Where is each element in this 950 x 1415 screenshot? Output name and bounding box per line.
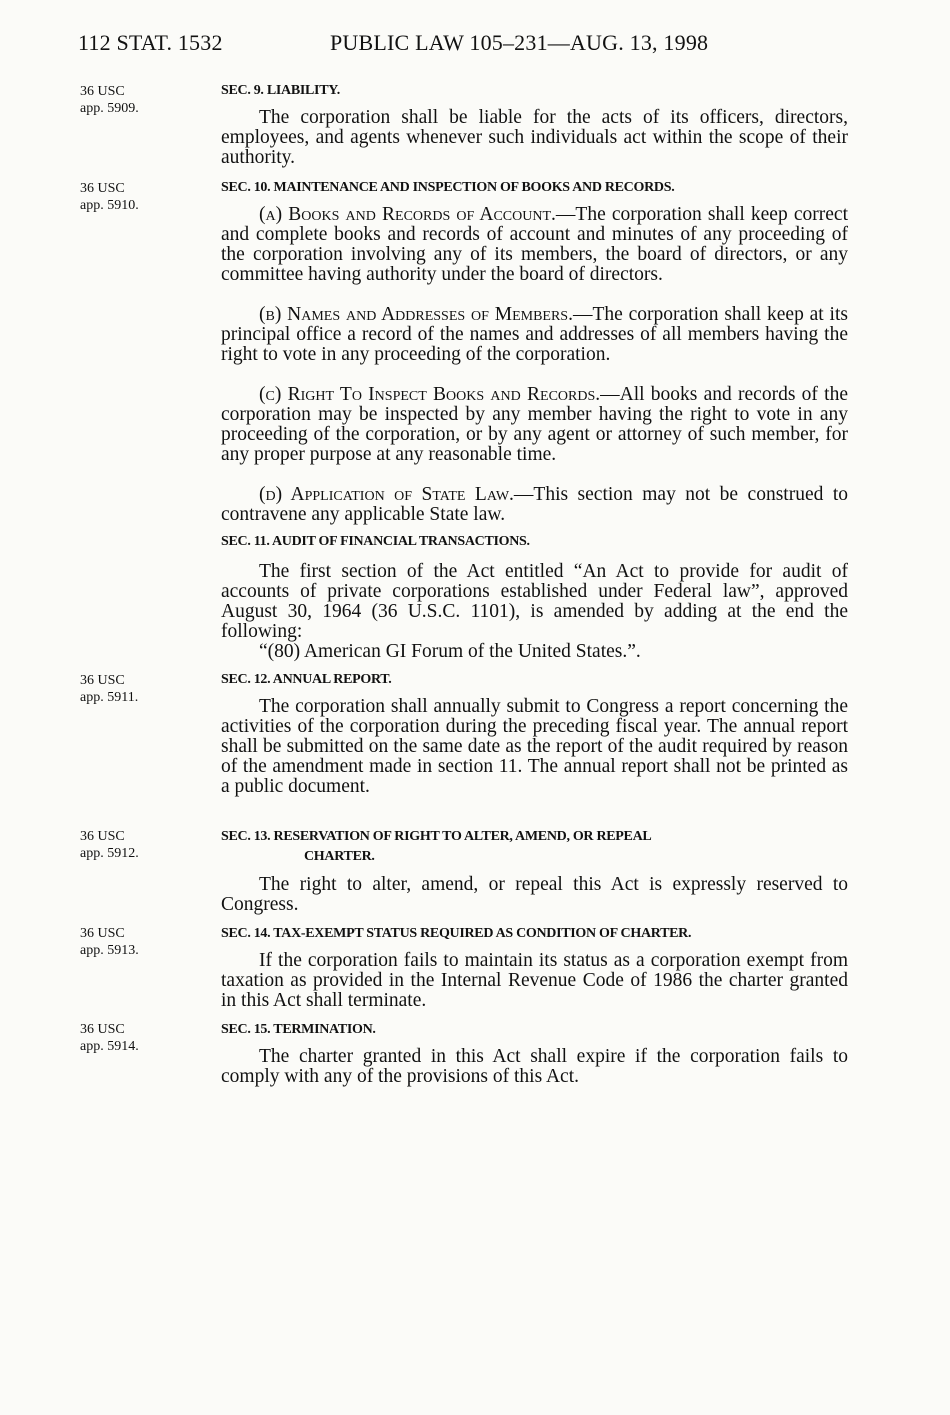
section-12-text: The corporation shall annually submit to Congress a report concerning the activities of the corporation during the preceding fiscal year. The annual report shall be submitted on the same date as the report of the audit required by reason of the amendment made in section 11. The annual report shall not be printed as a public document. — [221, 696, 848, 797]
section-10-b-text: —The corporation shall keep at its principal office a record of the names and addresses of all members having the right to vote in any proceeding of the corporation. — [221, 304, 848, 365]
margin-note-5912: 36 USC app. 5912. — [80, 829, 139, 861]
section-10-b — [221, 305, 848, 365]
section-9-heading: SEC. 9. LIABILITY. — [221, 83, 340, 98]
section-10-d-text: —This section may not be construed to contravene any applicable State law. — [221, 484, 849, 525]
section-15-text: The charter granted in this Act shall expire if the corporation fails to comply with any of the provisions of this Act. — [221, 1046, 848, 1087]
section-10-a-lead: (a) Books and Records of Account. — [259, 204, 556, 225]
section-11-quote: “(80) American GI Forum of the United States.”. — [259, 641, 641, 662]
section-9-text: The corporation shall be liable for the acts of its officers, directors, employees, and agents whenever such individuals act within the scope of their authority. — [221, 107, 848, 168]
section-10-c-text: —All books and records of the corporation may be inspected by any member having the right to vote in any proceeding of the corporation, or by any agent or attorney of such member, for any proper purpose at any reasonable time. — [221, 384, 848, 465]
section-13-heading — [221, 827, 861, 867]
section-10-d — [221, 485, 848, 525]
margin-note-5909: 36 USC app. 5909. — [80, 84, 139, 116]
section-10-a-text: —The corporation shall keep correct and complete books and records of account and minutes of any proceeding of the corporation involving any of its members, the board of directors, or any committee having authority under the board of directors. — [221, 204, 848, 285]
section-15-heading: SEC. 15. TERMINATION. — [221, 1022, 376, 1037]
section-10-d-lead: (d) Application of State Law. — [259, 484, 514, 505]
section-10-a — [221, 205, 848, 285]
margin-note-5911: 36 USC app. 5911. — [80, 673, 139, 705]
margin-note-5910: 36 USC app. 5910. — [80, 181, 139, 213]
section-13-heading-line2: CHARTER. — [304, 849, 375, 864]
section-10-heading: SEC. 10. MAINTENANCE AND INSPECTION OF BOOKS AND RECORDS. — [221, 180, 675, 195]
section-11-text: The first section of the Act entitled “An Act to provide for audit of accounts of private corporations established under Federal law”, approved August 30, 1964 (36 U.S.C. 1101), is amended by adding at the end the following: — [221, 561, 848, 642]
public-law-title: PUBLIC LAW 105–231—AUG. 13, 1998 — [330, 30, 709, 55]
section-12-heading: SEC. 12. ANNUAL REPORT. — [221, 672, 392, 687]
section-10-c — [221, 385, 848, 465]
section-11-heading: SEC. 11. AUDIT OF FINANCIAL TRANSACTIONS. — [221, 534, 530, 549]
section-14-heading: SEC. 14. TAX-EXEMPT STATUS REQUIRED AS CONDITION OF CHARTER. — [221, 926, 692, 941]
section-10-c-lead: (c) Right To Inspect Books and Records. — [259, 384, 601, 405]
section-13-heading-line1: SEC. 13. RESERVATION OF RIGHT TO ALTER, AMEND, OR REPEAL — [221, 829, 652, 844]
section-13-text: The right to alter, amend, or repeal this Act is expressly reserved to Congress. — [221, 874, 848, 915]
margin-note-5914: 36 USC app. 5914. — [80, 1022, 139, 1054]
margin-note-5913: 36 USC app. 5913. — [80, 926, 139, 958]
section-14-text: If the corporation fails to maintain its status as a corporation exempt from taxation as provided in the Internal Revenue Code of 1986 the charter granted in this Act shall terminate. — [221, 950, 848, 1011]
section-10-b-lead: (b) Names and Addresses of Members. — [259, 304, 573, 325]
stat-citation: 112 STAT. 1532 — [78, 30, 223, 55]
